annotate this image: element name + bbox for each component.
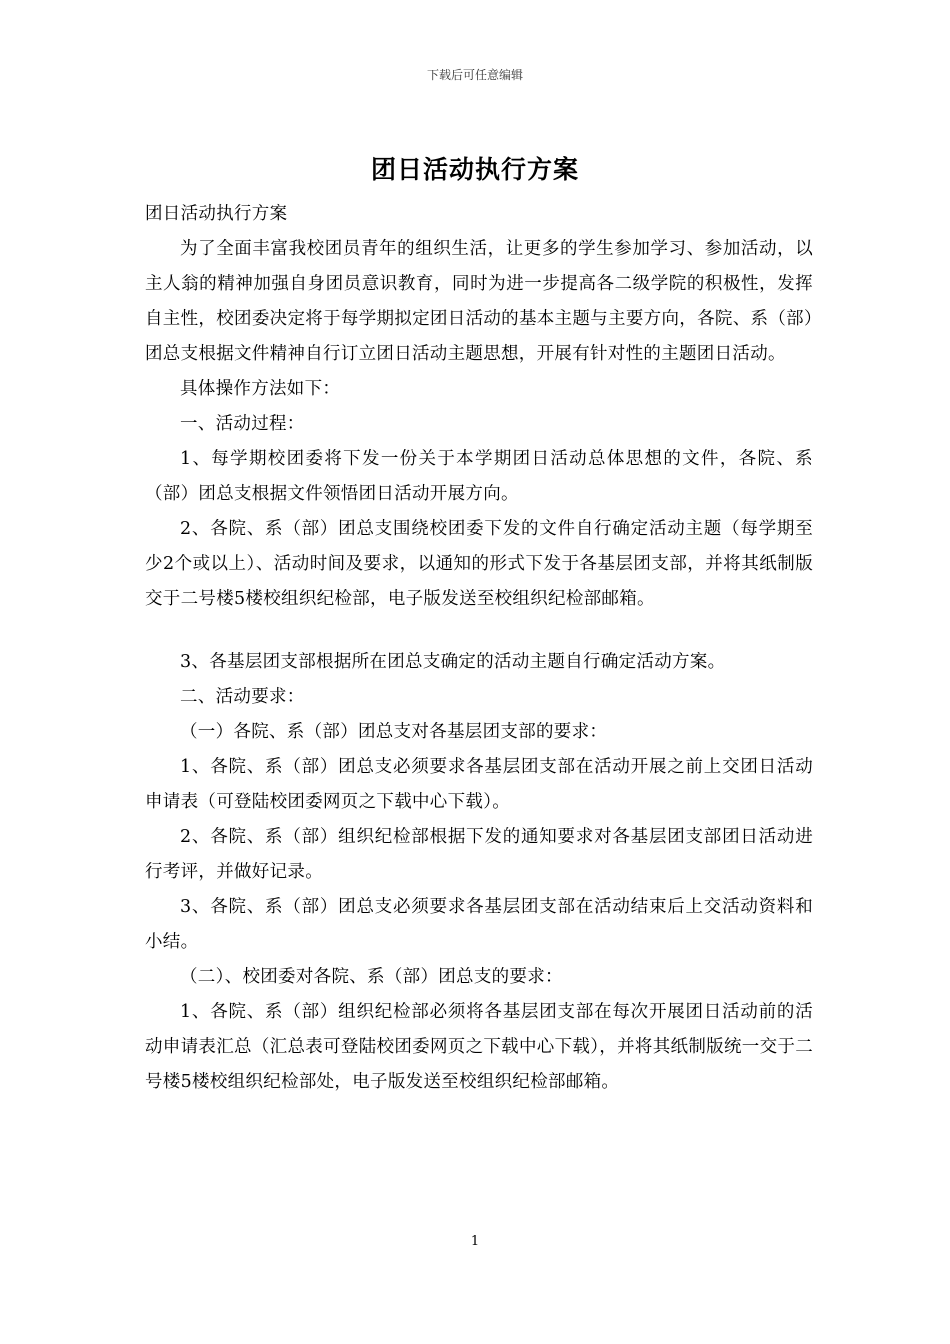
process-item-2: 2、各院、系（部）团总支围绕校团委下发的文件自行确定活动主题（每学期至少2个或以上）、活动时间及要求，以通知的形式下发于各基层团支部，并将其纸制版交于二号楼5楼校组织纪检部，电子版发送至校组织纪检部邮箱。 xyxy=(145,519,813,609)
subtitle-paragraph: 团日活动执行方案 xyxy=(145,204,288,224)
requirement-item-2: 2、各院、系（部）组织纪检部根据下发的通知要求对各基层团支部团日活动进行考评，并做好记录。 xyxy=(145,827,813,882)
subsection-heading-1: （一）各院、系（部）团总支对各基层团支部的要求： xyxy=(180,722,608,742)
process-item-3: 3、各基层团支部根据所在团总支确定的活动主题自行确定活动方案。 xyxy=(180,652,726,672)
method-heading: 具体操作方法如下： xyxy=(180,379,341,399)
subsection-heading-2: （二）、校团委对各院、系（部）团总支的要求： xyxy=(180,967,563,987)
requirement-item-1: 1、各院、系（部）团总支必须要求各基层团支部在活动开展之前上交团日活动申请表（可登陆校团委网页之下载中心下载）。 xyxy=(145,757,813,812)
document-body xyxy=(145,197,813,1100)
page-number: 1 xyxy=(470,1234,480,1249)
requirement-item-3: 3、各院、系（部）团总支必须要求各基层团支部在活动结束后上交活动资料和小结。 xyxy=(145,897,813,952)
document-title: 团日活动执行方案 xyxy=(370,155,579,184)
requirement-item-4: 1、各院、系（部）组织纪检部必须将各基层团支部在每次开展团日活动前的活动申请表汇总（汇总表可登陆校团委网页之下载中心下载），并将其纸制版统一交于二号楼5楼校组织纪检部处，电子版发送至校组织纪检部邮箱。 xyxy=(145,1002,813,1092)
header-note: 下载后可任意编辑 xyxy=(426,68,523,82)
section-heading-process: 一、活动过程： xyxy=(180,414,305,434)
section-heading-requirements: 二、活动要求： xyxy=(180,687,305,707)
intro-paragraph: 为了全面丰富我校团员青年的组织生活，让更多的学生参加学习、参加活动，以主人翁的精神加强自身团员意识教育，同时为进一步提高各二级学院的积极性，发挥自主性，校团委决定将于每学期拟定团日活动的基本主题与主要方向，各院、系（部）团总支根据文件精神自行订立团日活动主题思想，开展有针对性的主题团日活动。 xyxy=(145,239,813,364)
process-item-1: 1、每学期校团委将下发一份关于本学期团日活动总体思想的文件，各院、系（部）团总支根据文件领悟团日活动开展方向。 xyxy=(145,449,813,504)
